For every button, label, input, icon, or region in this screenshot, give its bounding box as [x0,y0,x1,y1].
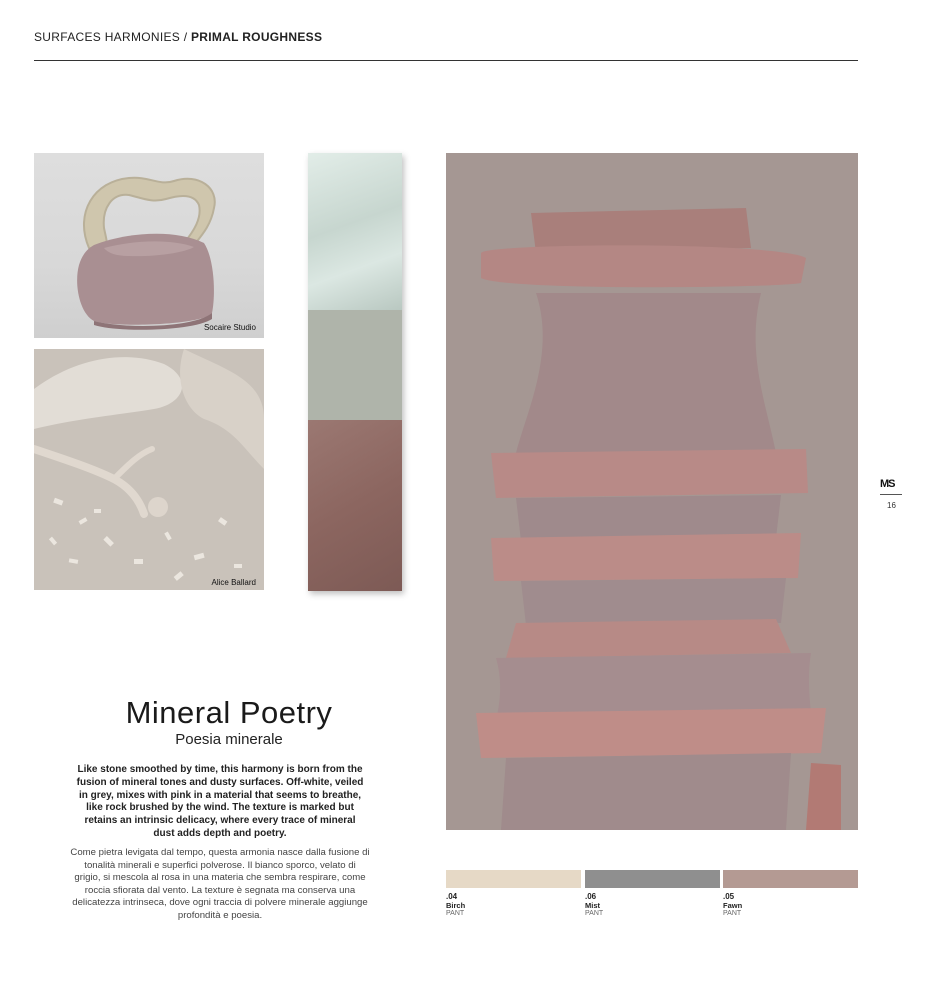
ceramic-shards-photo [34,349,264,590]
swatch-code: .06 [585,892,597,901]
bag-photo [34,153,264,338]
color-swatch-fawn [723,870,858,888]
sculpture-illustration [446,153,858,830]
material-swatch-strip [308,153,402,591]
swatch-name: Mist [585,901,600,910]
mauve-leather-swatch [308,420,402,591]
section-label: SURFACES HARMONIES [34,30,181,44]
swatch-code: .05 [723,892,735,901]
section-title: PRIMAL ROUGHNESS [191,30,323,44]
bag-illustration [34,153,264,338]
swatch-name: Fawn [723,901,743,910]
photo-credit: Socaire Studio [203,323,256,332]
logo-divider [880,494,902,495]
swatch-pantone: PANT [723,910,742,917]
color-swatch-mist [585,870,720,888]
section-header [34,30,322,44]
brand-logo: MS [880,478,895,490]
sculpture-photo [446,153,858,830]
mint-leather-swatch [308,153,402,310]
article-subtitle: Poesia minerale [175,731,283,748]
swatch-name: Birch [446,901,466,910]
header-separator: / [180,30,191,44]
body-text-english: Like stone smoothed by time, this harmony is born from the fusion of mineral tones and dusty surfaces. Off-white, veiled in grey, mixes with pink in a material that seems to breathe, like rock brushed by the wind. The texture is marked but retains an intrinsic delicacy, where every trace of mineral dust adds depth and poetry. [76,764,364,839]
header-divider [34,60,858,61]
swatch-pantone: PANT [585,910,604,917]
color-swatch-birch [446,870,581,888]
article-title: Mineral Poetry [125,695,333,730]
grey-textured-swatch [308,310,402,420]
swatch-code: .04 [446,892,458,901]
photo-credit: Alice Ballard [211,578,256,587]
page-number: 16 [887,501,896,510]
shards-illustration [34,349,264,590]
swatch-pantone: PANT [446,910,465,917]
body-text-italian: Come pietra levigata dal tempo, questa armonia nasce dalla fusione di tonalità minerali e superfici polverose. Il bianco sporco, velato di grigio, si mescola al rosa in una materia che sembra respirare, come roccia sfiorata dal vento. La texture è segnata ma conserva una delicatezza intrinseca, dove ogni traccia di polvere minerale aggiunge profondità e poesia. [70,847,370,921]
